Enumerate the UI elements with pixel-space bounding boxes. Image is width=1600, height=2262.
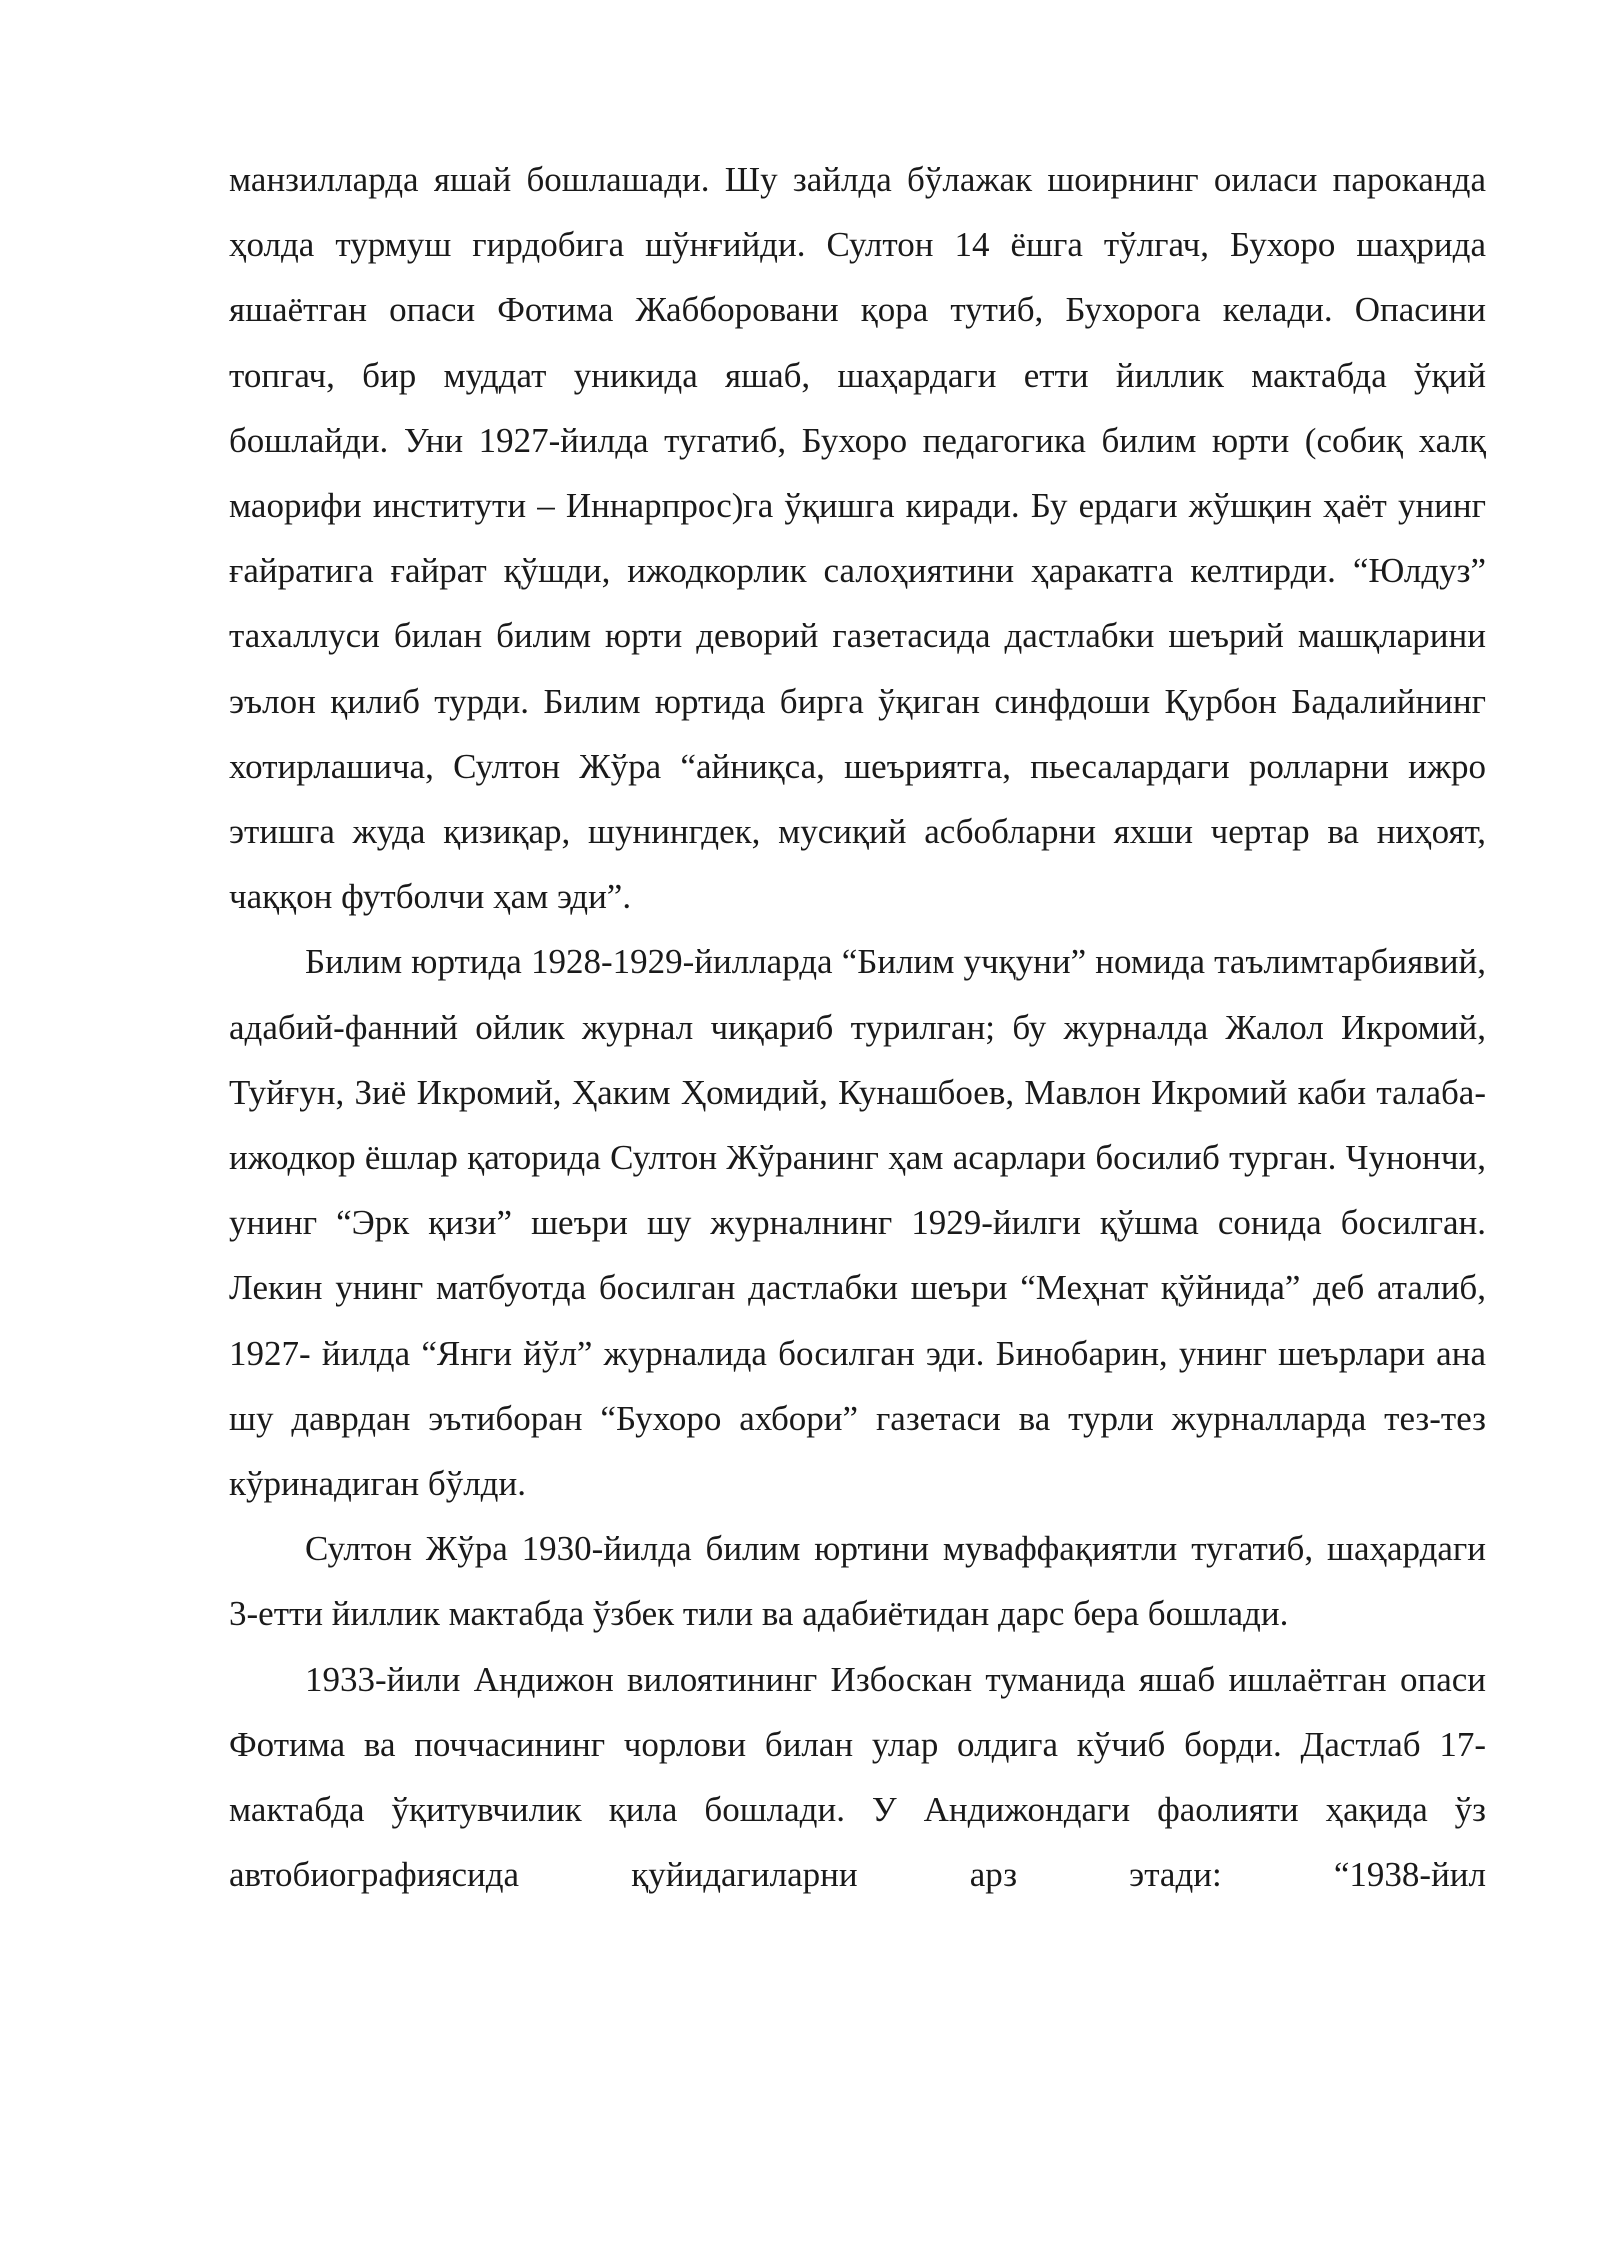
paragraph-4: 1933-йили Андижон вилоятининг Избоскан туманида яшаб ишлаётган опаси Фотима ва поччасининг чорлови билан улар олдига кўчиб борди. Дастлаб 17-мактабда ўқитувчилик қила бошлади. У Андижондаги фаолияти ҳақида ўз автобиографиясида қуйидагиларни арз этади: “1938-йил (229, 1659, 1486, 1895)
paragraph-1: манзилларда яшай бошлашади. Шу зайлда бўлажак шоирнинг оиласи пароканда ҳолда турмуш гирдобига шўнғийди. Султон 14 ёшга тўлгач, Бухоро шаҳрида яшаётган опаси Фотима Жабборовани қора тутиб, Бухорога келади. Опасини топгач, бир муддат уникида яшаб, шаҳардаги етти йиллик мактабда ўқий бошлайди. Уни 1927-йилда тугатиб, Бухоро педагогика билим юрти (собиқ халқ маорифи институти – Иннарпрос)га ўқишга киради. Бу ердаги жўшқин ҳаёт унинг ғайратига ғайрат қўшди, ижодкорлик салоҳиятини ҳаракатга келтирди. “Юлдуз” тахаллуси билан билим юрти деворий газетасида дастлабки шеърий машқларини эълон қилиб турди. Билим юртида бирга ўқиган синфдоши Қурбон Бадалийнинг хотирлашича, Султон Жўра “айниқса, шеъриятга, пьесалардаги ролларни ижро этишга жуда қизиқар, шунингдек, мусиқий асбобларни яхши чертар ва ниҳоят, чаққон футболчи ҳам эди”. (229, 160, 1486, 917)
paragraph-3: Султон Жўра 1930-йилда билим юртини муваффақиятли тугатиб, шаҳардаги 3-етти йиллик мактабда ўзбек тили ва адабиётидан дарс бера бошлади. (229, 1529, 1486, 1634)
paragraph-2: Билим юртида 1928-1929-йилларда “Билим учқуни” номида таълимтарбиявий, адабий-фанний ойлик журнал чиқариб турилган; бу журналда Жалол Икромий, Туйғун, Зиё Икромий, Ҳаким Ҳомидий, Кунашбоев, Мавлон Икромий каби талаба-ижодкор ёшлар қаторида Султон Жўранинг ҳам асарлари босилиб турган. Чунончи, унинг “Эрк қизи” шеъри шу журналнинг 1929-йилги қўшма сонида босилган. Лекин унинг матбуотда босилган дастлабки шеъри “Меҳнат қўйнида” деб аталиб, 1927- йилда “Янги йўл” журналида босилган эди. Бинобарин, унинг шеърлари ана шу даврдан эътиборан “Бухоро ахбори” газетаси ва турли журналларда тез-тез кўринадиган бўлди. (229, 942, 1486, 1504)
document-body (229, 147, 1486, 1907)
